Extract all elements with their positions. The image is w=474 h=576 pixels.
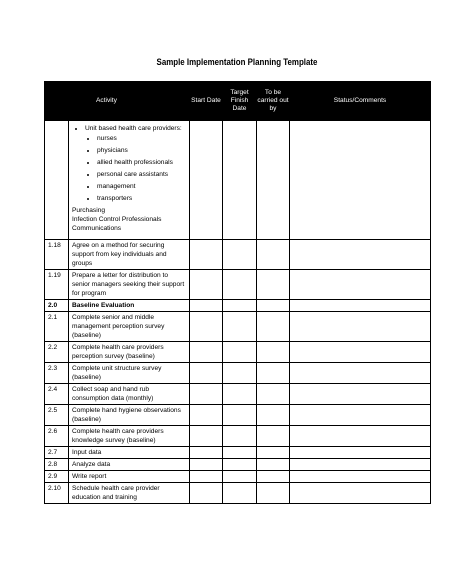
status-comments-cell: [290, 240, 431, 270]
target-finish-date-cell: [223, 363, 257, 384]
list-item: [85, 124, 186, 203]
table-row: [45, 312, 431, 342]
row-number-cell: 2.2: [45, 342, 69, 363]
row-number-cell: 2.6: [45, 426, 69, 447]
carried-out-by-cell: [257, 312, 290, 342]
carried-out-by-cell: [257, 447, 290, 459]
row-number-cell: 2.0: [45, 300, 69, 312]
target-finish-date-cell: [223, 384, 257, 405]
activity-cell: Complete health care providers knowledge survey (baseline): [69, 426, 190, 447]
carried-out-by-cell: [257, 405, 290, 426]
list-item: • physicians: [97, 146, 186, 155]
target-finish-date-cell: [223, 459, 257, 471]
start-date-cell: [190, 384, 223, 405]
row-number-cell: 1.18: [45, 240, 69, 270]
status-comments-cell: [290, 426, 431, 447]
start-date-cell: [190, 363, 223, 384]
status-comments-cell: [290, 483, 431, 504]
status-comments-cell: [290, 459, 431, 471]
row-number-cell: 2.3: [45, 363, 69, 384]
table-row: [45, 384, 431, 405]
carried-out-by-cell: [257, 342, 290, 363]
carried-out-by-cell: [257, 459, 290, 471]
table-row: [45, 471, 431, 483]
start-date-cell: [190, 483, 223, 504]
activity-cell: Input data: [69, 447, 190, 459]
list-item: • allied health professionals: [97, 158, 186, 167]
status-comments-cell: [290, 121, 431, 240]
activity-cell: Complete unit structure survey (baseline): [69, 363, 190, 384]
row-number-cell: 2.7: [45, 447, 69, 459]
plain-line: Purchasing: [72, 207, 105, 214]
target-finish-date-cell: [223, 471, 257, 483]
table-row: [45, 426, 431, 447]
row-number-cell: 1.19: [45, 270, 69, 300]
status-comments-cell: [290, 471, 431, 483]
target-finish-date-cell: [223, 121, 257, 240]
provider-list: [72, 124, 186, 203]
table-row: [45, 459, 431, 471]
status-comments-cell: [290, 447, 431, 459]
page-title: Sample Implementation Planning Template: [156, 57, 318, 67]
list-item: • nurses: [97, 134, 186, 143]
status-comments-cell: [290, 312, 431, 342]
activity-cell: [69, 121, 190, 240]
carried-out-by-cell: [257, 483, 290, 504]
activity-cell: Baseline Evaluation: [69, 300, 190, 312]
target-finish-date-cell: [223, 426, 257, 447]
start-date-cell: [190, 405, 223, 426]
status-comments-cell: [290, 405, 431, 426]
start-date-cell: [190, 240, 223, 270]
target-finish-date-cell: [223, 240, 257, 270]
start-date-cell: [190, 342, 223, 363]
row-number-cell: 2.5: [45, 405, 69, 426]
start-date-cell: [190, 459, 223, 471]
row-number-cell: 2.8: [45, 459, 69, 471]
activity-cell: Agree on a method for securing support from key individuals and groups: [69, 240, 190, 270]
activity-cell: Analyze data: [69, 459, 190, 471]
start-date-header: Start Date: [190, 82, 223, 121]
list-item: • personal care assistants: [97, 170, 186, 179]
table-row: [45, 300, 431, 312]
row-number-cell: 2.10: [45, 483, 69, 504]
table-header-row: [45, 82, 431, 121]
status-comments-cell: [290, 384, 431, 405]
carried-out-by-cell: [257, 426, 290, 447]
table-row: [45, 483, 431, 504]
status-comments-header: Status/Comments: [290, 82, 431, 121]
activity-cell: Complete hand hygiene observations (baseline): [69, 405, 190, 426]
carried-out-by-header: To be carried out by: [257, 82, 290, 121]
planning-table: [44, 81, 431, 504]
activity-cell: Schedule health care provider education and training: [69, 483, 190, 504]
target-finish-date-cell: [223, 300, 257, 312]
status-comments-cell: [290, 300, 431, 312]
target-finish-date-cell: [223, 270, 257, 300]
carried-out-by-cell: [257, 121, 290, 240]
start-date-cell: [190, 270, 223, 300]
activity-cell: Prepare a letter for distribution to senior managers seeking their support for program: [69, 270, 190, 300]
target-finish-date-cell: [223, 405, 257, 426]
status-comments-cell: [290, 342, 431, 363]
row-number-cell: 2.1: [45, 312, 69, 342]
carried-out-by-cell: [257, 240, 290, 270]
target-finish-date-header: Target Finish Date: [223, 82, 257, 121]
row-number-cell: [45, 121, 69, 240]
start-date-cell: [190, 471, 223, 483]
carried-out-by-cell: [257, 363, 290, 384]
start-date-cell: [190, 447, 223, 459]
activity-cell: Write report: [69, 471, 190, 483]
provider-sub-list: [85, 134, 186, 203]
start-date-cell: [190, 121, 223, 240]
number-header: [45, 82, 69, 121]
start-date-cell: [190, 426, 223, 447]
plain-lines: [72, 206, 186, 233]
target-finish-date-cell: [223, 447, 257, 459]
plain-line: Infection Control Professionals: [72, 216, 162, 223]
target-finish-date-cell: [223, 483, 257, 504]
target-finish-date-cell: [223, 342, 257, 363]
row-number-cell: 2.4: [45, 384, 69, 405]
start-date-cell: [190, 312, 223, 342]
carried-out-by-cell: [257, 270, 290, 300]
status-comments-cell: [290, 270, 431, 300]
table-row: [45, 270, 431, 300]
carried-out-by-cell: [257, 471, 290, 483]
table-row: [45, 447, 431, 459]
main-bullet-text: Unit based health care providers:: [85, 125, 182, 132]
table-row: [45, 240, 431, 270]
list-item: • management: [97, 182, 186, 191]
activity-header: Activity: [69, 82, 190, 121]
list-item: • transporters: [97, 194, 186, 203]
carried-out-by-cell: [257, 300, 290, 312]
plain-line: Communications: [72, 225, 122, 232]
row-number-cell: 2.9: [45, 471, 69, 483]
activity-cell: Complete senior and middle management perception survey (baseline): [69, 312, 190, 342]
carried-out-by-cell: [257, 384, 290, 405]
activity-cell: Complete health care providers perception survey (baseline): [69, 342, 190, 363]
status-comments-cell: [290, 363, 431, 384]
table-row: [45, 121, 431, 240]
activity-cell: Collect soap and hand rub consumption data (monthly): [69, 384, 190, 405]
table-row: [45, 363, 431, 384]
table-row: [45, 405, 431, 426]
target-finish-date-cell: [223, 312, 257, 342]
table-row: [45, 342, 431, 363]
start-date-cell: [190, 300, 223, 312]
